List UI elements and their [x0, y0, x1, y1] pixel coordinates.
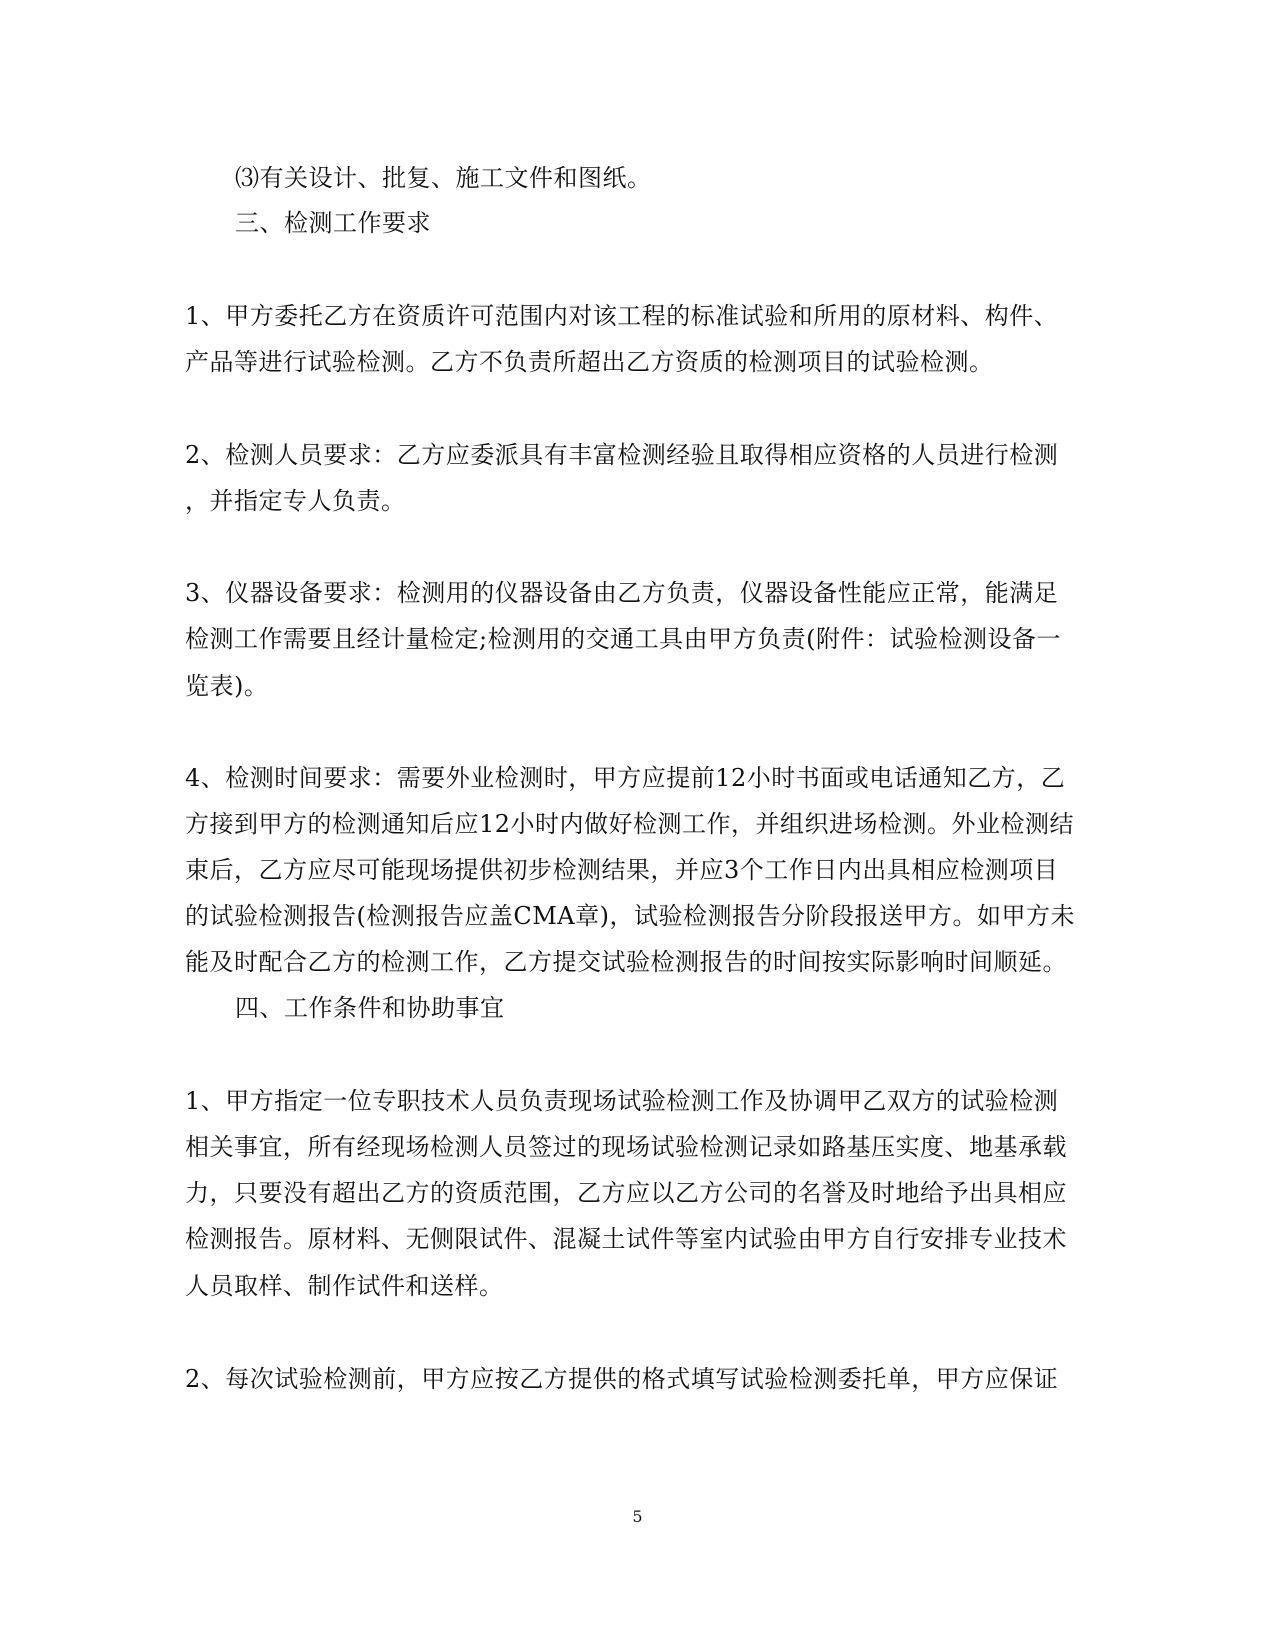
text-line: 检测工作需要且经计量检定;检测用的交通工具由甲方负责(附件：试验检测设备一	[185, 625, 1061, 653]
text-line: ，并指定专人负责。	[185, 487, 406, 515]
text-line: 的试验检测报告(检测报告应盖CMA章)，试验检测报告分阶段报送甲方。如甲方未	[185, 902, 1075, 930]
text-line: 2、每次试验检测前，甲方应按乙方提供的格式填写试验检测委托单，甲方应保证	[185, 1365, 1059, 1393]
text-line: 检测报告。原材料、无侧限试件、混凝土试件等室内试验由甲方自行安排专业技术	[185, 1225, 1067, 1253]
text-line: 1、甲方指定一位专职技术人员负责现场试验检测工作及协调甲乙双方的试验检测	[185, 1087, 1059, 1115]
section-heading: 四、工作条件和协助事宜	[235, 994, 505, 1022]
text-line: 相关事宜，所有经现场检测人员签过的现场试验检测记录如路基压实度、地基承载	[185, 1133, 1067, 1161]
text-line: 人员取样、制作试件和送样。	[185, 1272, 504, 1300]
text-line: 力，只要没有超出乙方的资质范围，乙方应以乙方公司的名誉及时地给予出具相应	[185, 1179, 1067, 1207]
text-line: 方接到甲方的检测通知后应12小时内做好检测工作，并组织进场检测。外业检测结	[185, 810, 1075, 838]
text-line: 产品等进行试验检测。乙方不负责所超出乙方资质的检测项目的试验检测。	[185, 348, 994, 376]
text-line: ⑶有关设计、批复、施工文件和图纸。	[235, 164, 652, 192]
text-line: 1、甲方委托乙方在资质许可范围内对该工程的标准试验和所用的原材料、构件、	[185, 302, 1059, 330]
text-line: 3、仪器设备要求：检测用的仪器设备由乙方负责，仪器设备性能应正常，能满足	[185, 579, 1059, 607]
text-line: 能及时配合乙方的检测工作，乙方提交试验检测报告的时间按实际影响时间顺延。	[185, 948, 1067, 976]
text-line: 览表)。	[185, 672, 269, 700]
page-number: 5	[632, 1507, 643, 1526]
text-line: 2、检测人员要求：乙方应委派具有丰富检测经验且取得相应资格的人员进行检测	[185, 441, 1059, 469]
text-line: 4、检测时间要求：需要外业检测时，甲方应提前12小时书面或电话通知乙方，乙	[185, 764, 1066, 792]
section-heading: 三、检测工作要求	[235, 209, 431, 237]
text-line: 束后，乙方应尽可能现场提供初步检测结果，并应3个工作日内出具相应检测项目	[185, 856, 1059, 884]
